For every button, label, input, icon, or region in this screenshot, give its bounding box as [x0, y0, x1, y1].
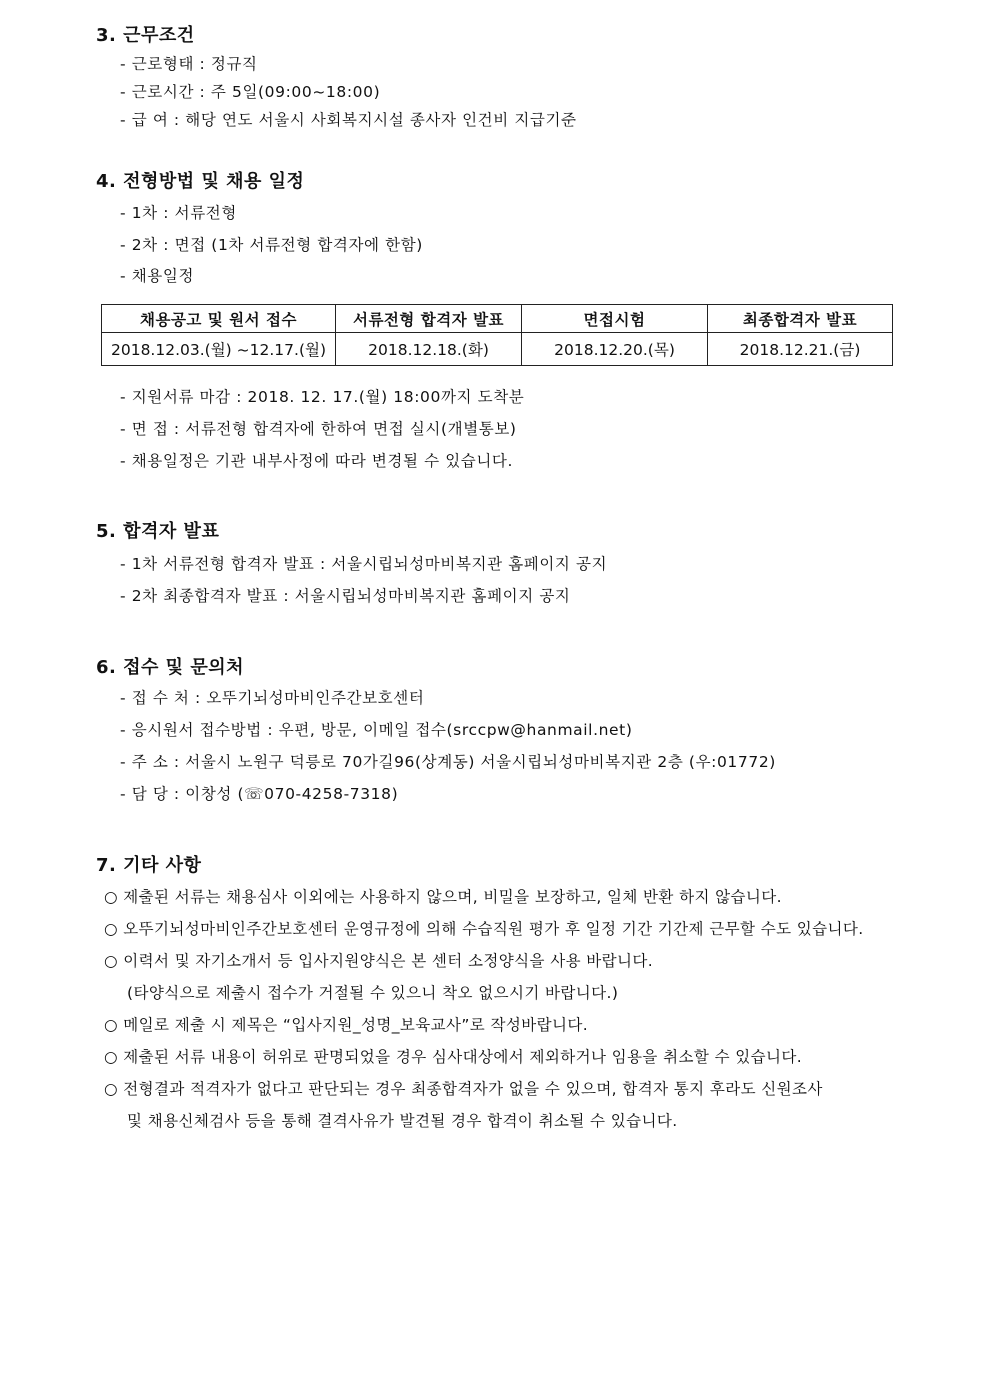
header-final-result: 최종합격자 발표: [708, 305, 893, 333]
note-email-subject: ○ 메일로 제출 시 제목은 “입사지원_성명_보육교사”로 작성바랍니다.: [104, 1016, 589, 1034]
salary: - 급 여 : 해당 연도 서울시 사회복지시설 종사자 인건비 지급기준: [120, 111, 577, 129]
application-method: - 응시원서 접수방법 : 우편, 방문, 이메일 접수(srccpw@hanmail.net): [120, 721, 633, 739]
header-interview: 면접시험: [522, 305, 708, 333]
second-stage: - 2차 : 면접 (1차 서류전형 합격자에 한함): [120, 236, 423, 254]
section-4-title: 4. 전형방법 및 채용 일정: [96, 171, 305, 192]
schedule-table: [101, 304, 893, 366]
date-announcement: 2018.12.03.(월) ~12.17.(월): [102, 333, 336, 366]
schedule-header-row: [102, 305, 893, 333]
header-document-result: 서류전형 합격자 발표: [336, 305, 522, 333]
employment-type: - 근로형태 : 정규직: [120, 55, 258, 73]
address: - 주 소 : 서울시 노원구 덕릉로 70가길96(상계동) 서울시립뇌성마비복지관 2층 (우:01772): [120, 753, 776, 771]
note-application-form: ○ 이력서 및 자기소개서 등 입사지원양식은 본 센터 소정양식을 사용 바랍니다.: [104, 952, 654, 970]
interview-note: - 면 접 : 서류전형 합격자에 한하여 면접 실시(개별통보): [120, 420, 517, 438]
deadline-note: - 지원서류 마감 : 2018. 12. 17.(월) 18:00까지 도착분: [120, 388, 525, 406]
date-interview: 2018.12.20.(목): [522, 333, 708, 366]
date-final-result: 2018.12.21.(금): [708, 333, 893, 366]
section-7-title: 7. 기타 사항: [96, 855, 202, 876]
schedule-label: - 채용일정: [120, 267, 195, 285]
note-document-usage: ○ 제출된 서류는 채용심사 이외에는 사용하지 않으며, 비밀을 보장하고, 일체 반환 하지 않습니다.: [104, 888, 783, 906]
note-application-form-continued: (타양식으로 제출시 접수가 거절될 수 있으니 착오 없으시기 바랍니다.): [127, 984, 619, 1002]
section-6-title: 6. 접수 및 문의처: [96, 657, 244, 678]
date-document-result: 2018.12.18.(화): [336, 333, 522, 366]
section-3-title: 3. 근무조건: [96, 25, 195, 46]
reception-place: - 접 수 처 : 오뚜기뇌성마비인주간보호센터: [120, 689, 425, 707]
working-hours: - 근로시간 : 주 5일(09:00~18:00): [120, 83, 381, 101]
note-false-information: ○ 제출된 서류 내용이 허위로 판명되었을 경우 심사대상에서 제외하거나 임용을 취소할 수 있습니다.: [104, 1048, 803, 1066]
schedule-date-row: [102, 333, 893, 366]
note-no-qualified: ○ 전형결과 적격자가 없다고 판단되는 경우 최종합격자가 없을 수 있으며, 합격자 통지 후라도 신원조사: [104, 1080, 823, 1098]
schedule-change-note: - 채용일정은 기관 내부사정에 따라 변경될 수 있습니다.: [120, 452, 514, 470]
contact-person: - 담 당 : 이창성 (☏070-4258-7318): [120, 785, 399, 803]
first-stage: - 1차 : 서류전형: [120, 204, 237, 222]
note-contract-work: ○ 오뚜기뇌성마비인주간보호센터 운영규정에 의해 수습직원 평가 후 일정 기간 기간제 근무할 수도 있습니다.: [104, 920, 864, 938]
header-announcement: 채용공고 및 원서 접수: [102, 305, 336, 333]
section-5-title: 5. 합격자 발표: [96, 521, 220, 542]
final-result-announcement: - 2차 최종합격자 발표 : 서울시립뇌성마비복지관 홈페이지 공지: [120, 587, 571, 605]
first-result-announcement: - 1차 서류전형 합격자 발표 : 서울시립뇌성마비복지관 홈페이지 공지: [120, 555, 608, 573]
note-no-qualified-continued: 및 채용신체검사 등을 통해 결격사유가 발견될 경우 합격이 취소될 수 있습니다.: [127, 1112, 678, 1130]
